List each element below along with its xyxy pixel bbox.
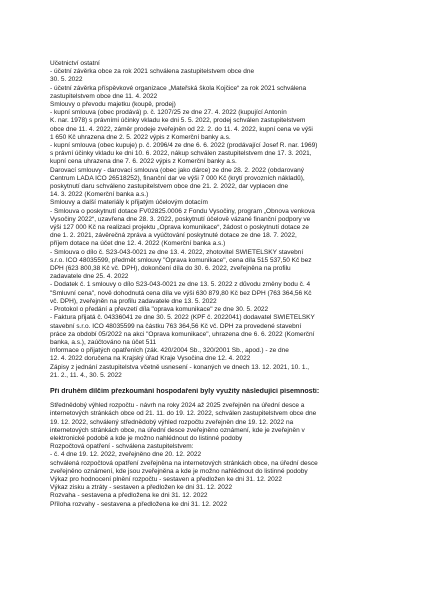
text-line: práce za období 05/2022 na akci "Oprava komunikace", uhrazena dne 6. 6. 2022 (Komerční xyxy=(50,330,315,338)
text-line: zastupitelstvem obce dne 11. 4. 2022 xyxy=(50,92,158,100)
text-line: 19. 12. 2022, schválený střednědobý výhled rozpočtu zveřejněn dne 19. 12. 2022 na xyxy=(50,418,294,426)
text-line: - Dodatek č. 1 smlouvy o dílo S23-043-0021 ze dne 13. 5. 2022 z důvodu změny bodu č. 4 xyxy=(50,281,311,289)
text-line: s právní účinky vkladu ke dni 10. 6. 2022, nákup schválen zastupitelstvem dne 17. 3. 2021, xyxy=(50,150,312,158)
text-line: banka, a.s.), zaúčtováno na účet 511 xyxy=(50,338,157,346)
text-line: - Smlouva o poskytnutí dotace FV02825.0006 z Fondu Vysočiny, program „Obnova venkova xyxy=(50,207,315,215)
text-line: Střednědobý výhled rozpočtu - návrh na roky 2024 až 2025 zveřejněn na úřední desce a xyxy=(50,402,305,410)
text-line: Rozvaha - sestavena a předložena ke dni 31. 12. 2022 xyxy=(50,492,208,500)
text-line: 30. 5. 2022 xyxy=(50,76,83,84)
second-review-heading: Při druhém dílčím přezkoumání hospodaření byly využity následující písemnosti: xyxy=(50,387,320,395)
text-line: kupní cena uhrazena dne 7. 6. 2022 výpis z Komerční banky a.s. xyxy=(50,158,237,166)
text-line: Výkaz zisku a ztráty - sestaven a předložen ke dni 31. 12. 2022 xyxy=(50,484,233,492)
text-line: Výkaz pro hodnocení plnění rozpočtu - sestaven a předložen ke dni 31. 12. 2022 xyxy=(50,475,282,483)
text-line: - kupní smlouva (obec prodává) p. č. 1207/25 ze dne 27. 4. 2022 (kupující Antonín xyxy=(50,109,287,117)
text-line: - kupní smlouva (obec kupuje) p. č. 2096/4 ze dne 6. 6. 2022 (prodávající Josef R. nar. 1969) xyxy=(50,142,318,150)
text-line: příjem dotace na účet dne 12. 4. 2022 (Komerční banka a.s.) xyxy=(50,240,226,248)
text-line: Informace o přijatých opatřeních (zák. 420/2004 Sb., 320/2001 Sb., apod.) - ze dne xyxy=(50,347,289,355)
text-line: - Faktura přijatá č. 04336041 ze dne 30. 5. 2022 (KPF č. 2022041) dodavatel SWIETELSKY xyxy=(50,314,315,322)
text-line: 12. 4. 2022 doručena na Krajský úřad Kraje Vysočina dne 12. 4. 2022 xyxy=(50,355,251,363)
text-line: zadavatele dne 25. 4. 2022 xyxy=(50,273,129,281)
text-line: dne 1. 2. 2021, závěrečná zpráva a vyúčtování poskytnuté dotace ze dne 18. 7. 2022, xyxy=(50,232,297,240)
text-line: elektronické podobě a kde je možno nahlédnout do listinné podoby xyxy=(50,434,243,442)
first-review-documents xyxy=(50,60,394,380)
second-review-documents xyxy=(50,402,394,509)
text-line: - Protokol o předání a převzetí díla "oprava komunikace" ze dne 30. 5. 2022 xyxy=(50,306,269,314)
text-line: schválená rozpočtová opatření zveřejněna na internetových stránkách obce, na úřední desce xyxy=(50,459,318,467)
text-line: výši 127 000 Kč na realizaci projektu „Oprava komunikace“, žádost o poskytnutí dotace ze xyxy=(50,224,310,232)
text-line: "Smluvní cena", nově dohodnutá cena díla ve výši 630 879,80 Kč bez DPH (763 364,56 Kč xyxy=(50,289,312,297)
text-line: K. nar. 1978) s právními účinky vkladu ke dni 5. 5. 2022, prodej schválen zastupitelstvem xyxy=(50,117,306,125)
text-line: Darovací smlouvy - darovací smlouva (obec jako dárce) ze dne 28. 2. 2022 (obdarovaný xyxy=(50,166,304,174)
text-line: Smlouvy a další materiály k přijatým účelovým dotacím xyxy=(50,199,208,207)
text-line: - účetní závěrka obce za rok 2021 schválena zastupitelstvem obce dne xyxy=(50,68,255,76)
text-line: - č. 4 dne 19. 12. 2022, zveřejněno dne 20. 12. 2022 xyxy=(50,451,202,459)
text-line: 1 650 Kč uhrazena dne 2. 5. 2022 výpis z Komerční banky a.s. xyxy=(50,133,231,141)
text-line: Smlouvy o převodu majetku (koupě, prodej) xyxy=(50,101,176,109)
text-line: Zápisy z jednání zastupitelstva včetně usnesení - konaných ve dnech 13. 12. 2021, 10. 1., xyxy=(50,363,310,371)
text-line: Centrum LADA IČO 26518252), finanční dar ve výši 7 000 Kč (krytí provozních nákladů), xyxy=(50,174,305,182)
text-line: Příloha rozvahy - sestavena a předložena ke dni 31. 12. 2022 xyxy=(50,500,228,508)
text-line: vč. DPH), zveřejněn na profilu zadavatele dne 13. 5. 2022 xyxy=(50,297,217,305)
text-line: zveřejněno oznámení, kde jsou zveřejněna a kde je možno nahlédnout do listinné podoby xyxy=(50,467,308,475)
text-line: Účetnictví ostatní xyxy=(50,60,100,67)
text-line: DPH (623 800,38 Kč vč. DPH), dokončení díla do 30. 6. 2022, zveřejněna na profilu xyxy=(50,265,291,273)
text-line: Vysočiny 2022“, uzavřena dne 28. 3. 2022, poskytnutí účelově vázané finanční podpory ve xyxy=(50,215,311,223)
text-line: internetových stránkách obce od 21. 11. do 19. 12. 2022, schválen zastupitelstvem obce dne xyxy=(50,410,317,418)
text-line: - Smlouva o dílo č. S23-043-0021 ze dne 13. 4. 2022, zhotovitel SWIETELSKY stavební xyxy=(50,248,304,256)
text-line: poskytnutí daru schváleno zastupitelstvem obce dne 21. 2. 2022, dar vyplacen dne xyxy=(50,183,289,191)
text-line: 21. 2., 11. 4., 30. 5. 2022 xyxy=(50,371,122,379)
text-line: internetových stránkách obce, na úřední desce zveřejněno oznámení, kde je zveřejněn v xyxy=(50,426,305,434)
text-line: stavební s.r.o. IČO 48035599 na částku 763 364,56 Kč vč. DPH za provedené stavební xyxy=(50,322,302,330)
text-line: 14. 3. 2022 (Komerční banka a.s.) xyxy=(50,191,149,199)
text-line: Rozpočtová opatření - schválena zastupitelstvem: xyxy=(50,443,194,451)
text-line: - účetní závěrka příspěvkové organizace „Mateřská škola Kojčice“ za rok 2021 schválena xyxy=(50,84,307,92)
text-line: obce dne 11. 4. 2022, záměr prodeje zveřejněn od 22. 2. do 11. 4. 2022, kupní cena ve výši xyxy=(50,125,313,133)
text-line: s.r.o. IČO 48035599, předmět smlouvy "Oprava komunikace", cena díla 515 537,50 Kč bez xyxy=(50,256,312,264)
section-gap xyxy=(50,380,394,388)
